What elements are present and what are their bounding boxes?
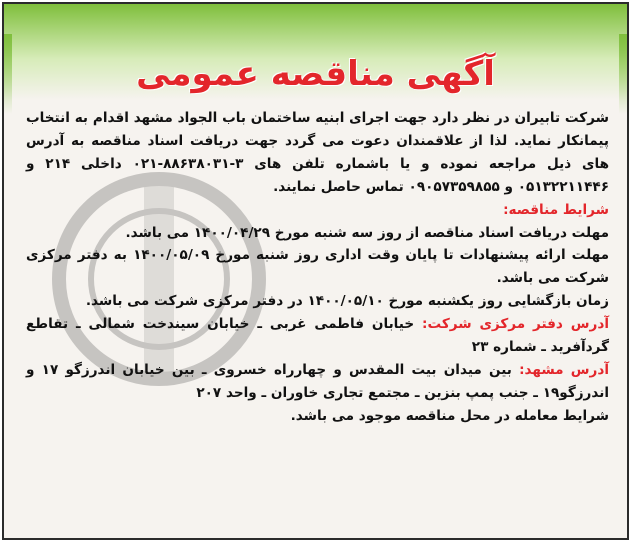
conditions-heading: شرایط مناقصه: (503, 201, 609, 218)
advertisement-frame (2, 2, 629, 540)
hq-address-line (26, 313, 609, 359)
condition-item: مهلت دریافت اسناد مناقصه از روز سه شنبه مورخ ۱۴۰۰/۰۴/۲۹ می باشد. (125, 224, 609, 241)
ad-title: آگهی مناقصه عمومی (136, 54, 495, 94)
hq-address-value: خیابان فاطمی غربی ـ خیابان سیندخت شمالی ـ تقاطع گردآفرید ـ شماره ۲۳ (26, 316, 609, 356)
mashhad-address-label: آدرس مشهد: (519, 361, 610, 378)
closing-note: شرایط معامله در محل مناقصه موجود می باشد. (290, 407, 609, 424)
condition-item: مهلت ارائه پیشنهادات تا پایان وقت اداری روز شنبه مورخ ۱۴۰۰/۰۵/۰۹ به دفتر مرکزی شرکت می باشد. (26, 247, 610, 287)
ad-body (26, 107, 609, 428)
mashhad-address-value: بین میدان بیت المقدس و چهارراه خسروی ـ بین خیابان اندرزگو ۱۷ و اندرزگو۱۹ ـ جنب پمپ بنزین ـ مجتمع تجاری خاوران ـ واحد ۲۰۷ (26, 361, 609, 401)
intro-paragraph: شرکت تابیران در نظر دارد جهت اجرای ابنیه ساختمان باب الجواد مشهد اقدام به انتخاب پیمانکار نماید. لذا از علاقمندان دعوت می گردد جهت دریافت اسناد مناقصه به آدرس های ذیل مراجعه نموده و یا باشماره تلفن های ۳-۸۸۶۳۸۰۳۱-۰۲۱ داخلی ۲۱۴ و ۰۵۱۳۲۲۱۱۴۴۶ و ۰۹۰۵۷۳۵۹۸۵۵ تماس حاصل نمایند. (26, 110, 610, 195)
hq-address-label: آدرس دفتر مرکزی شرکت: (422, 316, 609, 333)
mashhad-address-line (26, 359, 609, 405)
condition-item: زمان بازگشایی روز یکشنبه مورخ ۱۴۰۰/۰۵/۱۰ در دفتر مرکزی شرکت می باشد. (85, 293, 609, 310)
